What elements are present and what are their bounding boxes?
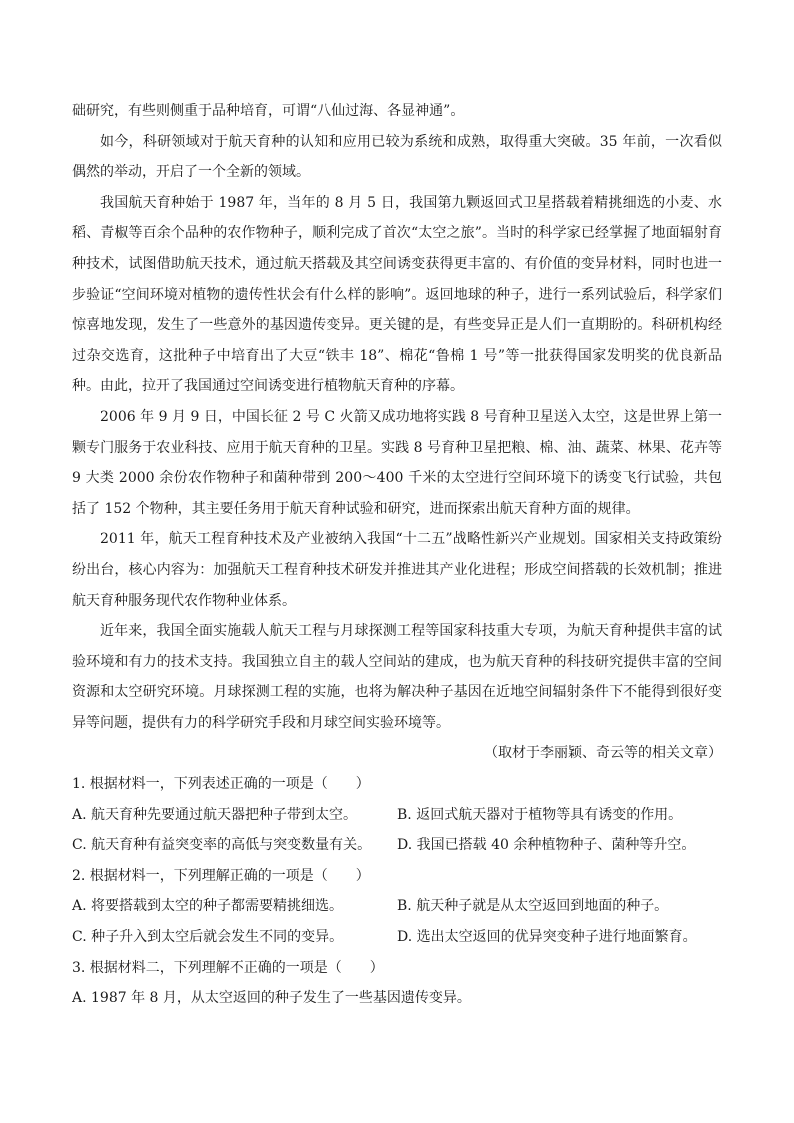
option-c: C. 种子升入到太空后就会发生不同的变异。 [72, 929, 344, 946]
question-stem: 1. 根据材料一，下列表述正确的一项是（ ） [72, 776, 370, 793]
paragraph: 础研究，有些则侧重于品种培育，可谓“八仙过海、各显神通”。 [72, 103, 465, 119]
option-d: D. 选出太空返回的优异突变种子进行地面繁育。 [397, 929, 697, 946]
option-a: A. 将要搭载到太空的种子都需要精挑细选。 [72, 898, 344, 915]
question-stem: 3. 根据材料二，下列理解不正确的一项是（ ） [72, 959, 384, 976]
option-row [72, 983, 722, 1014]
document-page [72, 96, 722, 1014]
option-a: A. 1987 年 8 月，从太空返回的种子发生了一些基因遗传变异。 [72, 990, 471, 1007]
question-3 [72, 953, 722, 1014]
paragraph: 近年来，我国全面实施载人航天工程与月球探测工程等国家科技重大专项，为航天育种提供丰富的试验环境和有力的技术支持。我国独立自主的载人空间站的建成，也为航天育种的科技研究提供丰富的空间资源和太空研究环境。月球探测工程的实施，也将为解决种子基因在近地空间辐射条件下不能得到很好变异等问题，提供有力的科学研究手段和月球空间实验环境等。 [72, 623, 722, 731]
option-a: A. 航天育种先要通过航天器把种子带到太空。 [72, 806, 358, 823]
paragraph: 我国航天育种始于 1987 年，当年的 8 月 5 日，我国第九颗返回式卫星搭载着精挑细选的小麦、水稻、青椒等百余个品种的农作物种子，顺利完成了首次“太空之旅”。当时的科学家已经掌握了地面辐射育种技术，试图借助航天技术，通过航天搭载及其空间诱变获得更丰富的、有价值的变异材料，同时也进一步验证“空间环境对植物的遗传性状会有什么样的影响”。返回地球的种子，进行一系列试验后，科学家们惊喜地发现，发生了一些意外的基因遗传变异。更关键的是，有些变异正是人们一直期盼的。科研机构经过杂交选育，这批种子中培育出了大豆“铁丰 18”、棉花“鲁棉 1 号”等一批获得国家发明奖的优良新品种。由此，拉开了我国通过空间诱变进行植物航天育种的序幕。 [72, 194, 722, 395]
paragraph: 2006 年 9 月 9 日，中国长征 2 号 C 火箭又成功地将实践 8 号育种卫星送入太空，这是世界上第一颗专门服务于农业科技、应用于航天育种的卫星。实践 8 号育种卫星把粮、棉、油、蔬菜、林果、花卉等 9 大类 2000 余份农作物种子和菌种带到 200～400 千米的太空进行空间环境下的诱变飞行试验，共包括了 152 个物种，其主要任务用于航天育种试验和研究，进而探索出航天育种方面的规律。 [72, 408, 722, 517]
option-b: B. 返回式航天器对于植物等具有诱变的作用。 [397, 806, 683, 823]
source-citation: （取材于李丽颖、奇云等的相关文章） [484, 745, 722, 762]
option-row [72, 800, 722, 831]
option-row [72, 922, 722, 953]
option-row [72, 891, 722, 922]
option-d: D. 我国已搭载 40 余种植物种子、菌种等升空。 [397, 837, 696, 854]
question-2 [72, 861, 722, 953]
option-row [72, 830, 722, 861]
paragraph: 如今，科研领域对于航天育种的认知和应用已较为系统和成熟，取得重大突破。35 年前，一次看似偶然的举动，开启了一个全新的领域。 [72, 133, 722, 181]
question-stem: 2. 根据材料一，下列理解正确的一项是（ ） [72, 867, 370, 884]
option-c: C. 航天育种有益突变率的高低与突变数量有关。 [72, 837, 372, 854]
option-b: B. 航天种子就是从太空返回到地面的种子。 [397, 898, 669, 915]
paragraph: 2011 年，航天工程育种技术及产业被纳入我国“十二五”战略性新兴产业规划。国家相关支持政策纷纷出台，核心内容为：加强航天工程育种技术研发并推进其产业化进程；形成空间搭载的长效机制；推进航天育种服务现代农作物种业体系。 [72, 531, 722, 609]
question-1 [72, 769, 722, 861]
